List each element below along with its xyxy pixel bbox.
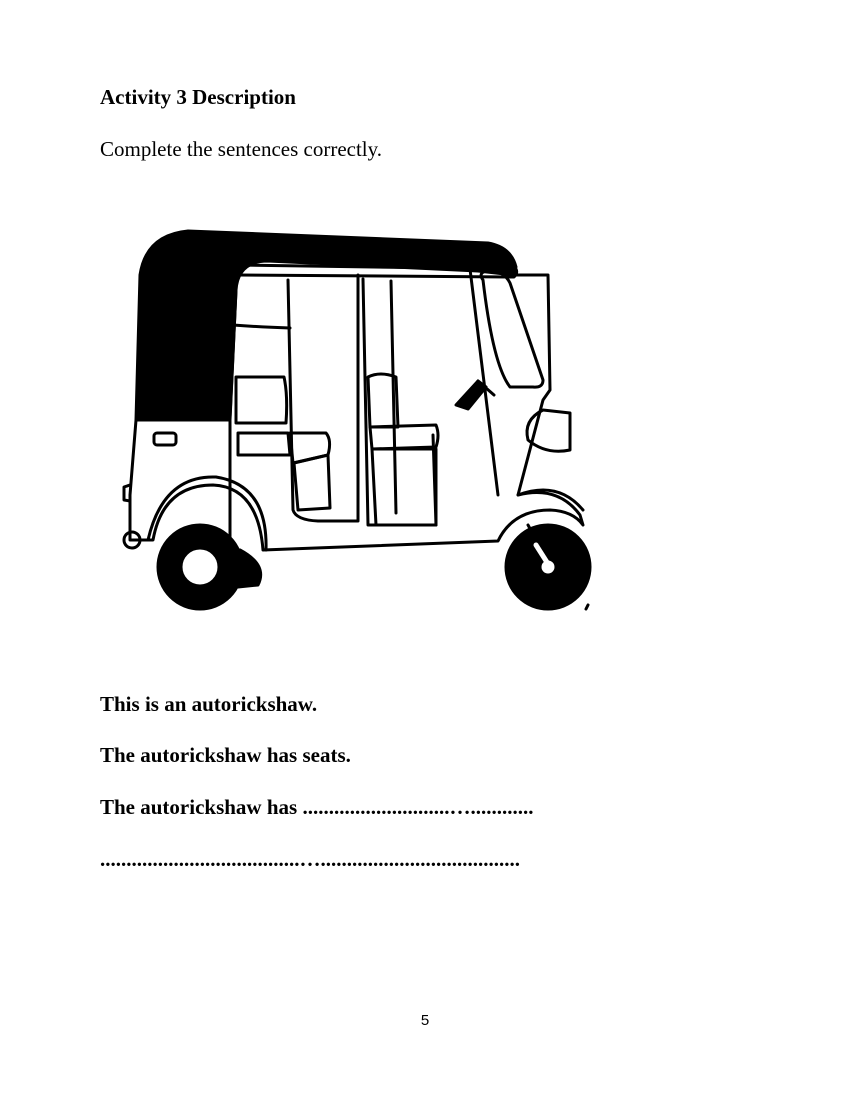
autorickshaw-illustration: [118, 195, 593, 615]
sentence-3-fill-blank: The autorickshaw has ............................…............: [100, 795, 534, 819]
autorickshaw-icon: [118, 195, 593, 615]
activity-instruction: Complete the sentences correctly.: [100, 137, 383, 161]
sentence-1: This is an autorickshaw.: [100, 692, 318, 716]
activity-title: Activity 3 Description: [100, 85, 296, 109]
sentence-4-fill-blank: ......................................…......................................: [100, 847, 520, 871]
page-number: 5: [420, 1012, 430, 1029]
sentence-2: The autorickshaw has seats.: [100, 743, 351, 767]
